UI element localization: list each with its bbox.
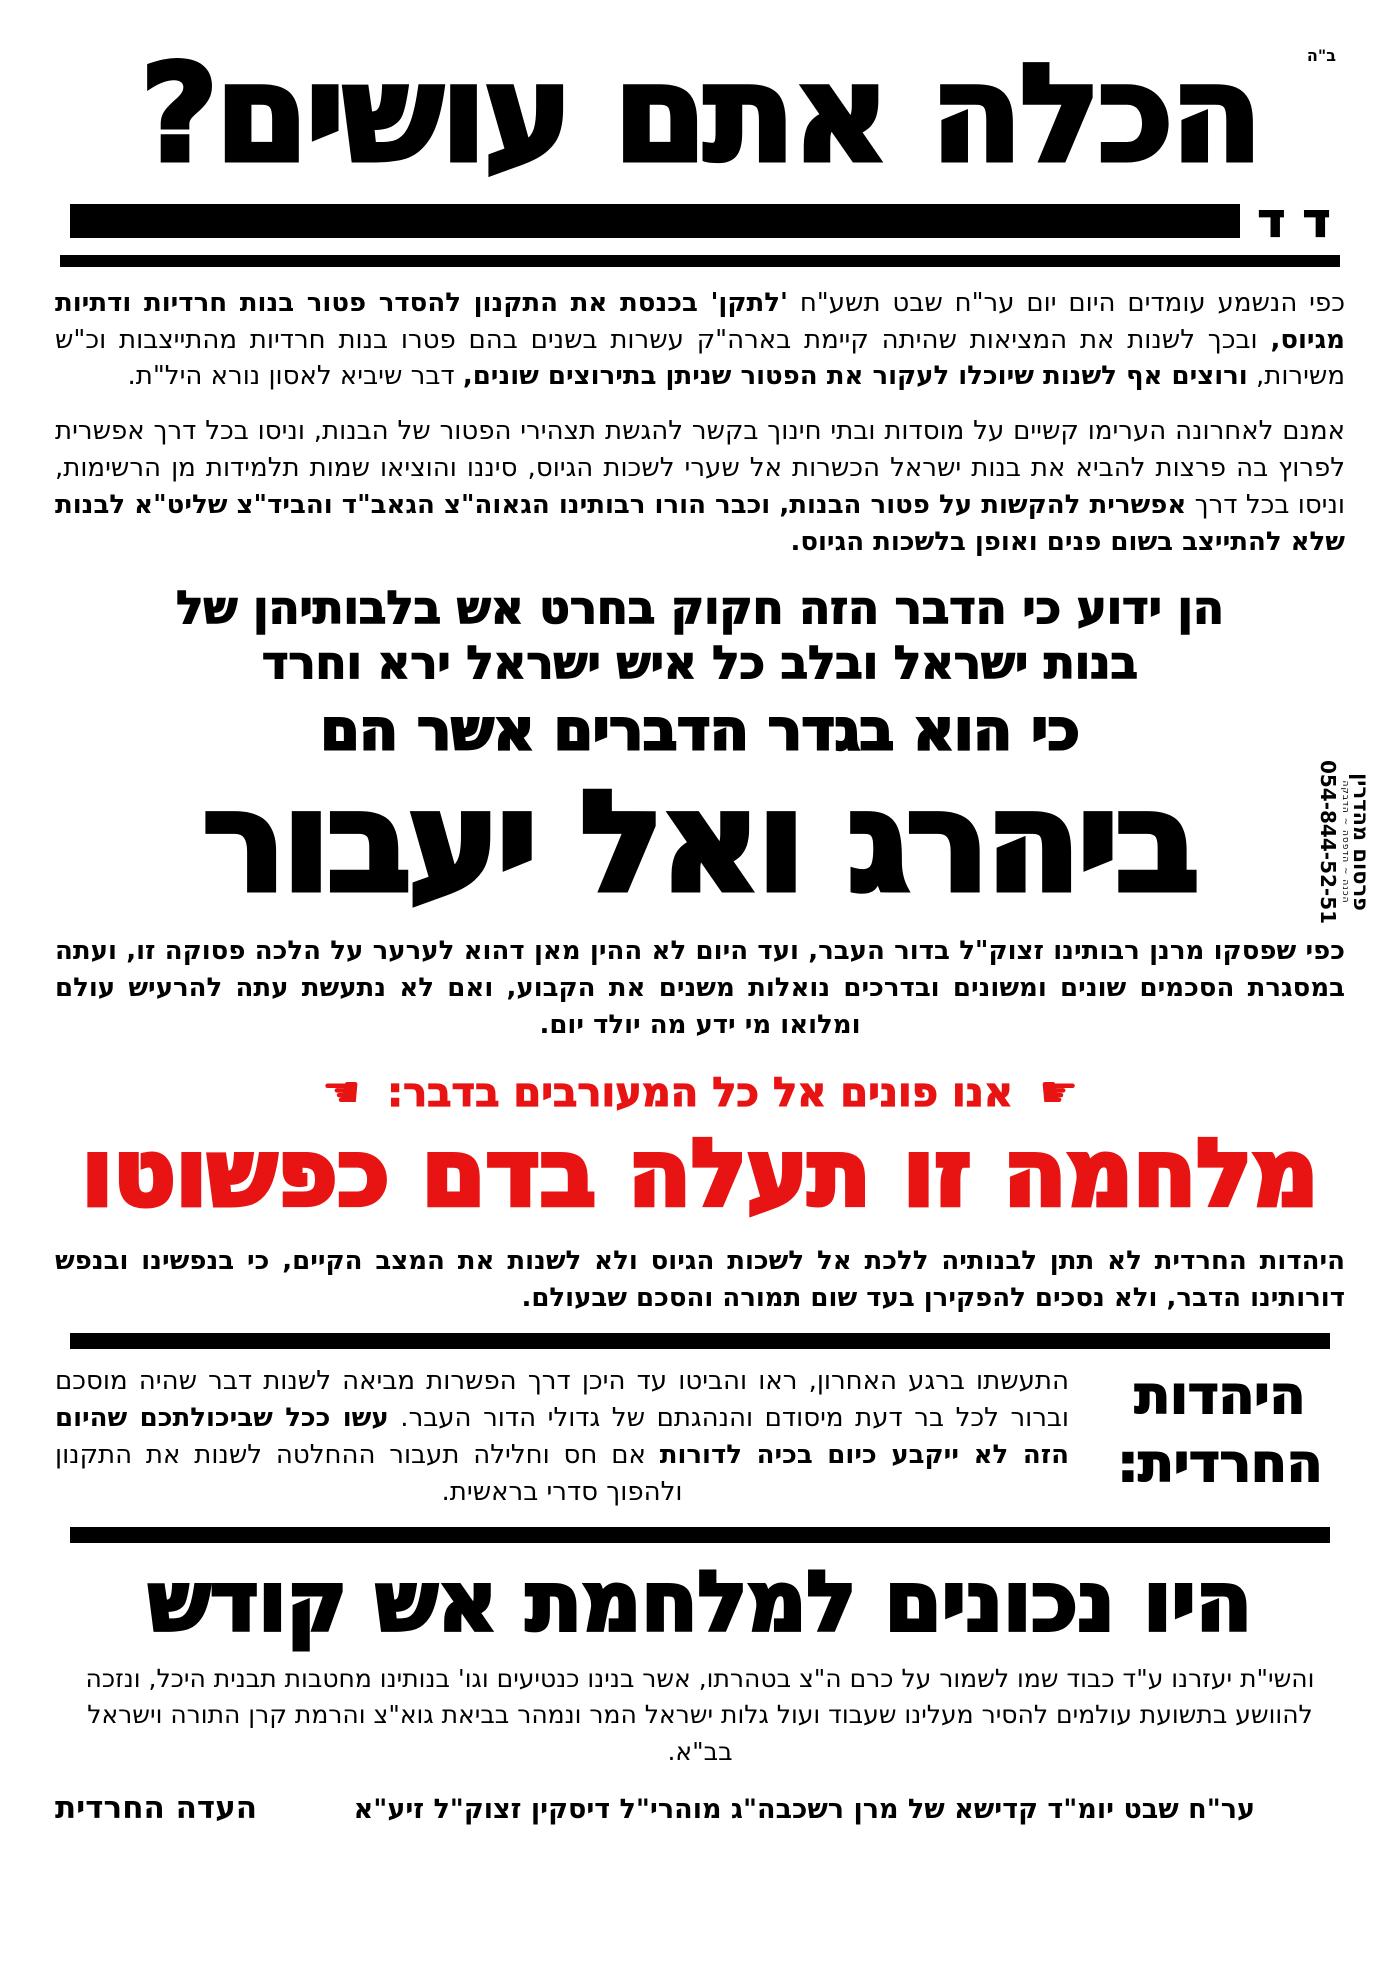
section-divider xyxy=(70,1333,1330,1349)
yehareg-slogan: ביהרג ואל יעבור xyxy=(203,764,1197,923)
headline-underline-bar xyxy=(70,204,1240,238)
paragraph-intro: כפי הנשמע עומדים היום יום ער"ח שבט תשע"ח 'לתקן' בכנסת את התקנון להסדר פטור בנות חרדיות ודתיות מגיוס, ובכך לשנות את המציאות שהיתה קיימת בארה"ק עשרות בשנים בהם פטרו בנות חרדיות מהתייצבות וכ"ש משירות, ורוצים אף לשנות שיוכלו לעקור את הפטור שניתן בתירוצים שונים, דבר שיביא לאסון נורא היל"ת. xyxy=(55,287,1345,392)
print-shop-services: הכנה ~ הדפסה ~ הדבקה xyxy=(1339,780,1350,904)
print-shop-phone: 054-844-52-51 xyxy=(1316,759,1341,925)
paragraph-prayer: והשי"ת יעזרנו ע"ד כבוד שמו לשמור על כרם ה"צ בטהרתו, אשר בנינו כנטיעים וגו' בנותינו מחטבות תבנית היכל, ונזכה להוושע בתשועת עולמים להסיר מעלינו שעבוד ועול גלות ישראל המר ונמהר בביאת גוא"צ והרמת קרן התורה וישראל בב"א. xyxy=(85,1664,1315,1766)
pointing-hand-right-icon: ☛ xyxy=(1038,1067,1079,1119)
subheading-line: הן ידוע כי הדבר הזה חקוק בחרט אש בלבותיהן של xyxy=(176,581,1224,635)
bsd-mark: ב"ה xyxy=(1306,46,1336,65)
footer-row xyxy=(55,1790,1345,1826)
headline-flourish-glyph: ד xyxy=(1257,193,1285,248)
print-shop-name: פרסום מהדרין xyxy=(1349,773,1373,911)
paragraph-resolve: היהדות החרדית לא תתן לבנותיה ללכת אל לשכות הגיוס ולא לשנות את המצב הקיים, כי בנפשינו ובנפש דורותינו הדבר, ולא נסכים להפקירן בעד שום תמורה והסכם שבעולם. xyxy=(55,1246,1345,1313)
subheading-line: בנות ישראל ובלב כל איש ישראל ירא וחרד xyxy=(261,635,1138,689)
headline-flourish-glyph: ד xyxy=(1302,193,1330,248)
holy-fire-slogan: היו נכונים למלחמת אש קודש xyxy=(148,1554,1252,1650)
print-shop-ad-content xyxy=(1300,742,1372,942)
charedi-jewry-label-line: היהדות xyxy=(1134,1365,1306,1426)
footer-signature: ער"ח שבט יומ"ד קדישא של מרן רשכבה"ג מוהרי"ל דיסקין זצוק"ל זיע"א xyxy=(353,1793,1255,1825)
paragraph-obstacles: אמנם לאחרונה הערימו קשיים על מוסדות ובתי חינוך בקשר להגשת תצהירי הפטור של הבנות, וניסו בכל דרך אפשרית לפרוץ בה פרצות להביא את בנות ישראל הכשרות אל שערי לשכות הגיוס, סיננו והוציאו שמות תלמידות מן הרשימות, וניסו בכל דרך אפשרית להקשות על פטור הבנות, וכבר הורו רבותינו הגאוה"צ הגאב"ד והביד"צ שליט"א לבנות שלא להתייצב בשום פנים ואופן בלשכות הגיוס. xyxy=(55,416,1345,558)
full-width-rule xyxy=(60,255,1340,267)
print-shop-ad xyxy=(1300,742,1372,942)
paragraph-psak: כפי שפסקו מרנן רבותינו זצוק"ל בדור העבר, ועד היום לא ההין מאן דהוא לערער על הלכה פסוקה זו, ועתה במסגרת הסכמים שונים ומשונים ובדרכים נואלות משנים את הקבוע, ואם לא נתעשת עתה להרעיש עולם ומלואו מי ידע מה יולד יום. xyxy=(55,936,1345,1041)
paragraph-warning: התעשתו ברגע האחרון, ראו והביטו עד היכן דרך הפשרות מביאה לשנות דבר שהיה מוסכם וברור לכל בר דעת מיסודם והנהגתם של גדולי הדור העבר. עשו ככל שביכולתכם שהיום הזה לא ייקבע כיום בכיה לדורות אם חס וחלילה תעבור ההחלטה לשנות את התקנון ולהפוך סדרי בראשית. xyxy=(55,1365,1070,1507)
charedi-jewry-label-line: החרדית: xyxy=(1117,1433,1323,1494)
pointing-hand-left-icon: ☚ xyxy=(321,1067,362,1119)
footer-org: העדה החרדית xyxy=(55,1789,258,1826)
main-headline: הכלה אתם עושים? xyxy=(140,36,1260,192)
section-divider xyxy=(70,1527,1330,1543)
headline-underline-row xyxy=(70,193,1330,248)
subheading-block xyxy=(0,581,1400,763)
subheading-heavy-line: כי הוא בגדר הדברים אשר הם xyxy=(320,697,1080,763)
call-to-involved-text: אנו פונים אל כל המעורבים בדבר: xyxy=(387,1070,1013,1117)
charedi-jewry-section xyxy=(55,1363,1345,1511)
call-to-involved xyxy=(0,1067,1400,1119)
charedi-jewry-label xyxy=(1095,1363,1345,1498)
blood-slogan: מלחמה זו תעלה בדם כפשוטו xyxy=(81,1120,1319,1228)
